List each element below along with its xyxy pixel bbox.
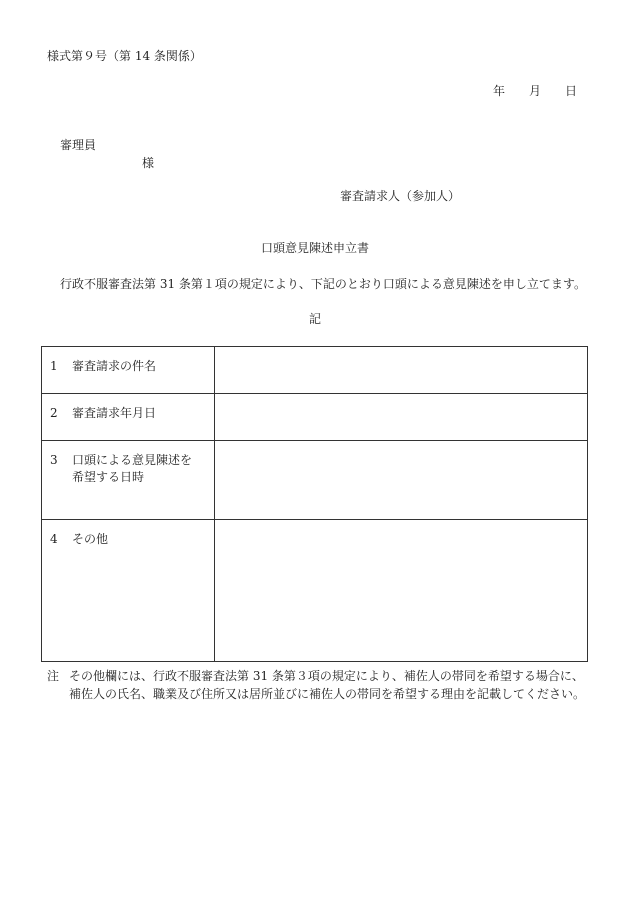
item-label-cell [42,394,215,441]
item-label: 審査請求年月日 [72,406,157,420]
item-number: 3 [50,453,58,467]
ki-label: 記 [308,312,321,326]
item-number: 4 [50,532,58,546]
addressee-title: 審理員 [60,138,97,152]
table-row [42,520,588,662]
document-title: 口頭意見陳述申立書 [260,241,369,255]
table-row [42,347,588,394]
addressee-honorific: 様 [142,156,155,170]
item-label: 審査請求の件名 [72,359,157,373]
footnote-mark: 注 [47,669,60,683]
footnote-text: その他欄には、行政不服審査法第 31 条第３項の規定により、補佐人の帯同を希望する場合に、補佐人の氏名、職業及び住所又は居所並びに補佐人の帯同を希望する理由を記載してください。 [69,669,586,701]
item-value-cell[interactable] [215,520,588,662]
item-label-cell [42,347,215,394]
date-day: 日 [565,84,578,98]
body-text: 行政不服審査法第 31 条第１項の規定により、下記のとおり口頭による意見陳述を申し立てます。 [60,277,586,291]
requester-label: 審査請求人（参加人） [340,189,461,203]
item-value-cell[interactable] [215,347,588,394]
item-label-cell [42,441,215,520]
table-row [42,441,588,520]
item-number: 2 [50,406,58,420]
item-value-cell[interactable] [215,394,588,441]
item-label: その他 [72,532,109,546]
item-label: 口頭による意見陳述を希望する日時 [72,453,193,484]
items-table [41,346,588,662]
item-number: 1 [50,359,58,373]
date-line [493,85,577,97]
item-value-cell[interactable] [215,441,588,520]
footnote [47,667,587,703]
item-label-cell [42,520,215,662]
date-month: 月 [529,84,542,98]
date-year: 年 [493,84,506,98]
form-number: 様式第９号（第 14 条関係） [47,49,202,63]
table-row [42,394,588,441]
